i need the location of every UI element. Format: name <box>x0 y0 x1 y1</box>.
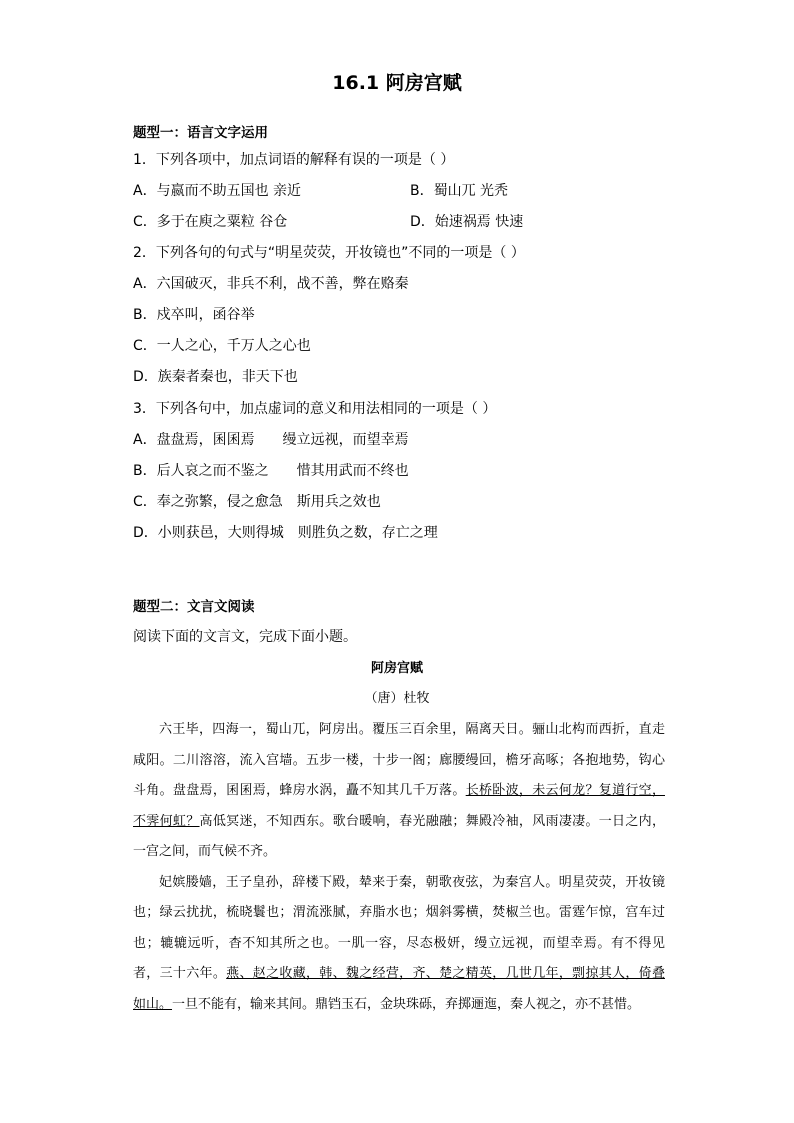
question-2-option-b: B．戍卒叫，函谷举 <box>133 307 255 323</box>
question-1-option-b: B．蜀山兀 光秃 <box>410 183 509 199</box>
question-2-option-c: C．一人之心，千万人之心也 <box>133 338 311 354</box>
option-d-part-2: 则胜负之数，存亡之理 <box>297 525 438 541</box>
reading-instruction: 阅读下面的文言文，完成下面小题。 <box>133 629 357 645</box>
passage-title: 阿房宫赋 <box>370 661 423 676</box>
paragraph-1-text-b: 高低冥迷，不知西东。歌台暖响，春光融融；舞殿冷袖，风雨凄凄。一日之内，一宫之间，而气候不齐。 <box>133 813 665 859</box>
question-1-option-c: C．多于在庾之粟粒 谷仓 <box>133 214 288 230</box>
section-heading-2: 题型二：文言文阅读 <box>133 599 255 615</box>
option-c-part-1: C．奉之弥繁，侵之愈急 <box>133 494 283 510</box>
passage-paragraph-2 <box>133 868 665 1021</box>
question-3-option-b <box>133 461 409 481</box>
paragraph-1-underlined: 长桥卧波，未云何龙？复道行空，不霁何虹？ <box>133 783 665 829</box>
option-d-part-1: D．小则获邑，大则得城 <box>133 525 284 541</box>
question-3-option-a <box>133 430 409 450</box>
question-3-option-c <box>133 492 381 512</box>
paragraph-2-underlined: 燕、赵之收藏，韩、魏之经营，齐、楚之精英，几世几年，剽掠其人，倚叠如山。 <box>133 966 665 1012</box>
paragraph-1-text-a: 六王毕，四海一，蜀山兀，阿房出。覆压三百余里，隔离天日。骊山北构而西折，直走咸阳。二川溶溶，流入宫墙。五步一楼，十步一阁；廊腰缦回，檐牙高啄；各抱地势，钩心斗角。盘盘焉，囷囷焉，蜂房水涡，矗不知其几千万落。 <box>133 722 665 798</box>
option-b-part-1: B．后人哀之而不鉴之 <box>133 463 269 479</box>
question-2-stem: 2．下列各句的句式与“明星荧荧，开妆镜也”不同的一项是（ ） <box>133 245 525 261</box>
section-heading-1: 题型一：语言文字运用 <box>133 125 268 141</box>
option-a-part-1: A．盘盘焉，囷囷焉 <box>133 432 255 448</box>
option-c-part-2: 斯用兵之效也 <box>296 494 381 510</box>
option-a-part-2: 缦立远视，而望幸焉 <box>282 432 409 448</box>
question-1-stem: 1．下列各项中，加点词语的解释有误的一项是（ ） <box>133 152 455 168</box>
paragraph-2-text-a: 妃嫔媵嫱，王子皇孙，辞楼下殿，辇来于秦，朝歌夜弦，为秦宫人。明星荧荧，开妆镜也；绿云扰扰，梳晓鬟也；渭流涨腻，弃脂水也；烟斜雾横，焚椒兰也。雷霆乍惊，宫车过也；辘辘远听，杳不知其所之也。一肌一容，尽态极妍，缦立远视，而望幸焉。有不得见者，三十六年。 <box>133 874 665 981</box>
passage-author: （唐）杜牧 <box>364 691 430 706</box>
passage-body <box>133 715 665 1020</box>
page-title: 16.1 阿房宫赋 <box>332 72 462 94</box>
question-3-option-d <box>133 523 438 543</box>
paragraph-2-text-b: 一旦不能有，输来其间。鼎铛玉石，金块珠砾，弃掷逦迤，秦人视之，亦不甚惜。 <box>172 996 641 1012</box>
question-2-option-a: A．六国破灭，非兵不利，战不善，弊在赂秦 <box>133 276 409 292</box>
question-1-option-d: D．始速祸焉 快速 <box>410 214 524 230</box>
question-2-option-d: D．族秦者秦也，非天下也 <box>133 369 298 385</box>
option-b-part-2: 惜其用武而不终也 <box>296 463 409 479</box>
passage-paragraph-1 <box>133 715 665 868</box>
question-1-option-a: A．与嬴而不助五国也 亲近 <box>133 183 302 199</box>
question-3-stem: 3．下列各句中，加点虚词的意义和用法相同的一项是（ ） <box>133 401 497 417</box>
